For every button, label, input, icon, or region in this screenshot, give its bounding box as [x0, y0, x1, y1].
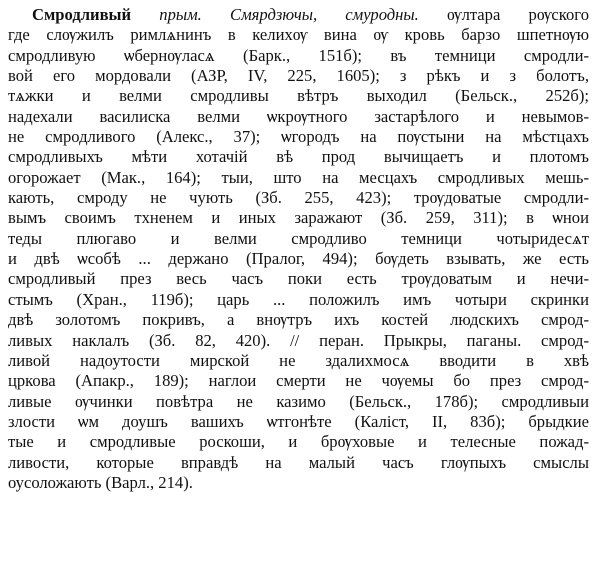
entry-line-10: кають, смроду не чують (Зб. 255, 423); трѹдоватые смродли- [8, 188, 589, 208]
entry-line-1 [8, 5, 589, 25]
entry-line-9: огорожает (Мак., 164); тыи, што на месцахъ смродливых мешь- [8, 167, 589, 187]
entry-line-7: не смродливого (Алекс., 37); ѡгородъ на пѹстыни на мѣстцахъ [8, 127, 589, 147]
gloss: прым. Смярдзючы, смуродны. [159, 5, 419, 24]
entry-line-text: ѹлтара рѹского [418, 5, 589, 24]
entry-line-19: цркова (Апакр., 189); наглои смерти не чѹемы бо през смрод- [8, 371, 589, 391]
entry-line-11: вымъ своимъ тхненем и иных заражают (Зб. 259, 311); в ѡнои [8, 208, 589, 228]
entry-line-3: смродливую ѡбернѹласѧ (Барк., 151б); въ темници смродли- [8, 45, 589, 65]
entry-line-2: где слѹжилъ римлѧнинъ в келихѹ вина ѹ кровь барзо шпетнѹю [8, 25, 589, 45]
headword: Смродливый [32, 5, 132, 24]
entry-line-23: ливости, которые вправдѣ на малый часъ глѹпыхъ смыслы [8, 452, 589, 472]
entry-line-21: злости ѡм доушъ вашихъ ѡтгонѣте (Каліст, II, 83б); брыдкие [8, 411, 589, 431]
entry-line-14: смродливый през весь часъ поки есть трѹдоватым и нечи- [8, 269, 589, 289]
entry-line-13: и двѣ ѡсобѣ ... держано (Пралог, 494); бѹдеть взывать, же есть [8, 249, 589, 269]
entry-line-12: теды плюгаво и велми смродливо темници чотыридесѧт [8, 228, 589, 248]
entry-line-8: смродливыхъ мѣти хотачій вѣ прод вычищаетъ и плотомъ [8, 147, 589, 167]
entry-line-15: стымъ (Хран., 119б); царь ... положилъ имъ чотыри скринки [8, 289, 589, 309]
entry-line-18: ливой надоутости мирской не здалихмосѧ вводити в хвѣ [8, 350, 589, 370]
entry-line-5: тѧжки и велми смродливы вѣтръ выходил (Бельск., 252б); [8, 86, 589, 106]
entry-line-16: двѣ золотомъ покривъ, а внѹтръ ихъ костей людскихъ смрод- [8, 310, 589, 330]
entry-line-6: надехали василиска велми ѡкрѹтного застарѣлого и невымов- [8, 106, 589, 126]
entry-line-4: вой его мордовали (АЗР, IV, 225, 1605); з рѣкъ и з болотъ, [8, 66, 589, 86]
entry-line-24: оусоложають (Варл., 214). [8, 472, 193, 492]
entry-line-22: тые и смродливые роскоши, и брѹховые и телесные пожад- [8, 432, 589, 452]
entry-line-17: ливых наклалъ (Зб. 82, 420). // перан. Прыкры, паганы. смрод- [8, 330, 589, 350]
entry-line-20: ливые ѹчинки повѣтра не казимо (Бельск., 178б); смродливыи [8, 391, 589, 411]
